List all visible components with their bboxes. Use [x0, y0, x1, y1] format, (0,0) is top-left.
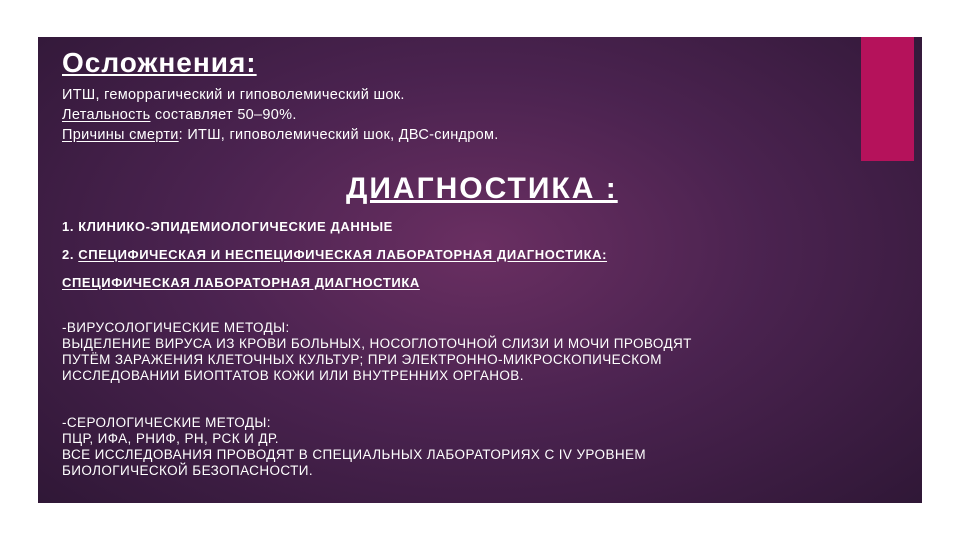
slide	[38, 37, 922, 503]
serology-line-2: ПЦР, ИФА, РНИФ, РН, РСК И ДР.	[62, 431, 279, 446]
complications-line-3	[62, 125, 499, 145]
virology-line-4: ИССЛЕДОВАНИИ БИОПТАТОВ КОЖИ ИЛИ ВНУТРЕННИХ ОРГАНОВ.	[62, 368, 524, 383]
accent-bar	[861, 37, 914, 161]
diagnostics-item-2-prefix: 2.	[62, 247, 79, 262]
mortality-label: Летальность	[62, 107, 151, 123]
diagnostics-item-1: 1. КЛИНИКО-ЭПИДЕМИОЛОГИЧЕСКИЕ ДАННЫЕ	[62, 219, 393, 234]
virology-line-1: -ВИРУСОЛОГИЧЕСКИЕ МЕТОДЫ:	[62, 320, 290, 335]
complications-line-1: ИТШ, геморрагический и гиповолемический шок.	[62, 87, 405, 103]
diagnostics-item-2-text: СПЕЦИФИЧЕСКАЯ И НЕСПЕЦИФИЧЕСКАЯ ЛАБОРАТОРНАЯ ДИАГНОСТИКА:	[78, 247, 608, 262]
serology-line-3: ВСЕ ИССЛЕДОВАНИЯ ПРОВОДЯТ В СПЕЦИАЛЬНЫХ ЛАБОРАТОРИЯХ С IV УРОВНЕМ	[62, 447, 647, 462]
diagnostics-item-3: СПЕЦИФИЧЕСКАЯ ЛАБОРАТОРНАЯ ДИАГНОСТИКА	[62, 275, 420, 290]
death-causes-label: Причины смерти	[62, 127, 179, 143]
complications-heading: Осложнения:	[62, 47, 257, 78]
serology-line-1: -СЕРОЛОГИЧЕСКИЕ МЕТОДЫ:	[62, 415, 271, 430]
death-causes-text: : ИТШ, гиповолемический шок, ДВС-синдром.	[178, 127, 499, 143]
diagnostics-item-2	[62, 245, 607, 265]
mortality-text: составляет 50–90%.	[150, 107, 297, 123]
virology-line-2: ВЫДЕЛЕНИЕ ВИРУСА ИЗ КРОВИ БОЛЬНЫХ, НОСОГЛОТОЧНОЙ СЛИЗИ И МОЧИ ПРОВОДЯТ	[62, 336, 692, 351]
complications-line-2	[62, 105, 297, 125]
virology-line-3: ПУТЁМ ЗАРАЖЕНИЯ КЛЕТОЧНЫХ КУЛЬТУР; ПРИ ЭЛЕКТРОННО-МИКРОСКОПИЧЕСКОМ	[62, 352, 662, 367]
diagnostics-heading: ДИАГНОСТИКА :	[346, 172, 618, 205]
serology-line-4: БИОЛОГИЧЕСКОЙ БЕЗОПАСНОСТИ.	[62, 463, 313, 478]
